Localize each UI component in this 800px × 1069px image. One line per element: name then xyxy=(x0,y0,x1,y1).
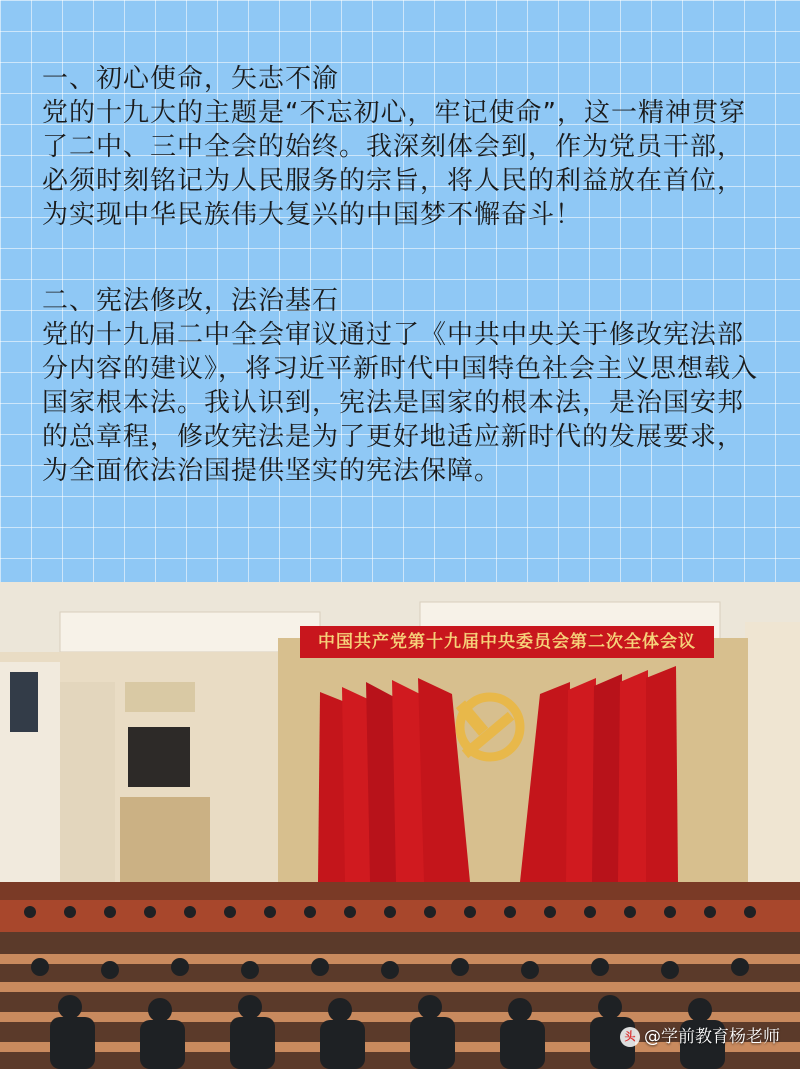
section-2 xyxy=(42,284,758,488)
watermark-text: @学前教育杨老师 xyxy=(644,1027,780,1047)
section-1 xyxy=(42,62,758,232)
section-1-heading: 一、初心使命，矢志不渝 xyxy=(42,64,340,94)
article-text xyxy=(42,62,758,540)
red-flags-left xyxy=(318,678,470,882)
banner-text: 中国共产党第十九届中央委员会第二次全体会议 xyxy=(318,632,696,652)
meeting-photo xyxy=(0,582,800,1069)
watermark xyxy=(620,1025,780,1049)
toutiao-logo-icon: 头 xyxy=(620,1027,640,1047)
red-flags-right xyxy=(520,666,678,882)
section-1-body: 党的十九大的主题是“不忘初心，牢记使命”，这一精神贯穿了二中、三中全会的始终。我深刻体会到，作为党员干部，必须时刻铭记为人民服务的宗旨，将人民的利益放在首位，为实现中华民族伟大复兴的中国梦不懈奋斗！ xyxy=(42,98,746,230)
section-2-heading: 二、宪法修改，法治基石 xyxy=(42,286,340,316)
section-2-body: 党的十九届二中全会审议通过了《中共中央关于修改宪法部分内容的建议》，将习近平新时代中国特色社会主义思想载入国家根本法。我认识到，宪法是国家的根本法，是治国安邦的总章程，修改宪法是为了更好地适应新时代的发展要求，为全面依法治国提供坚实的宪法保障。 xyxy=(42,320,759,486)
